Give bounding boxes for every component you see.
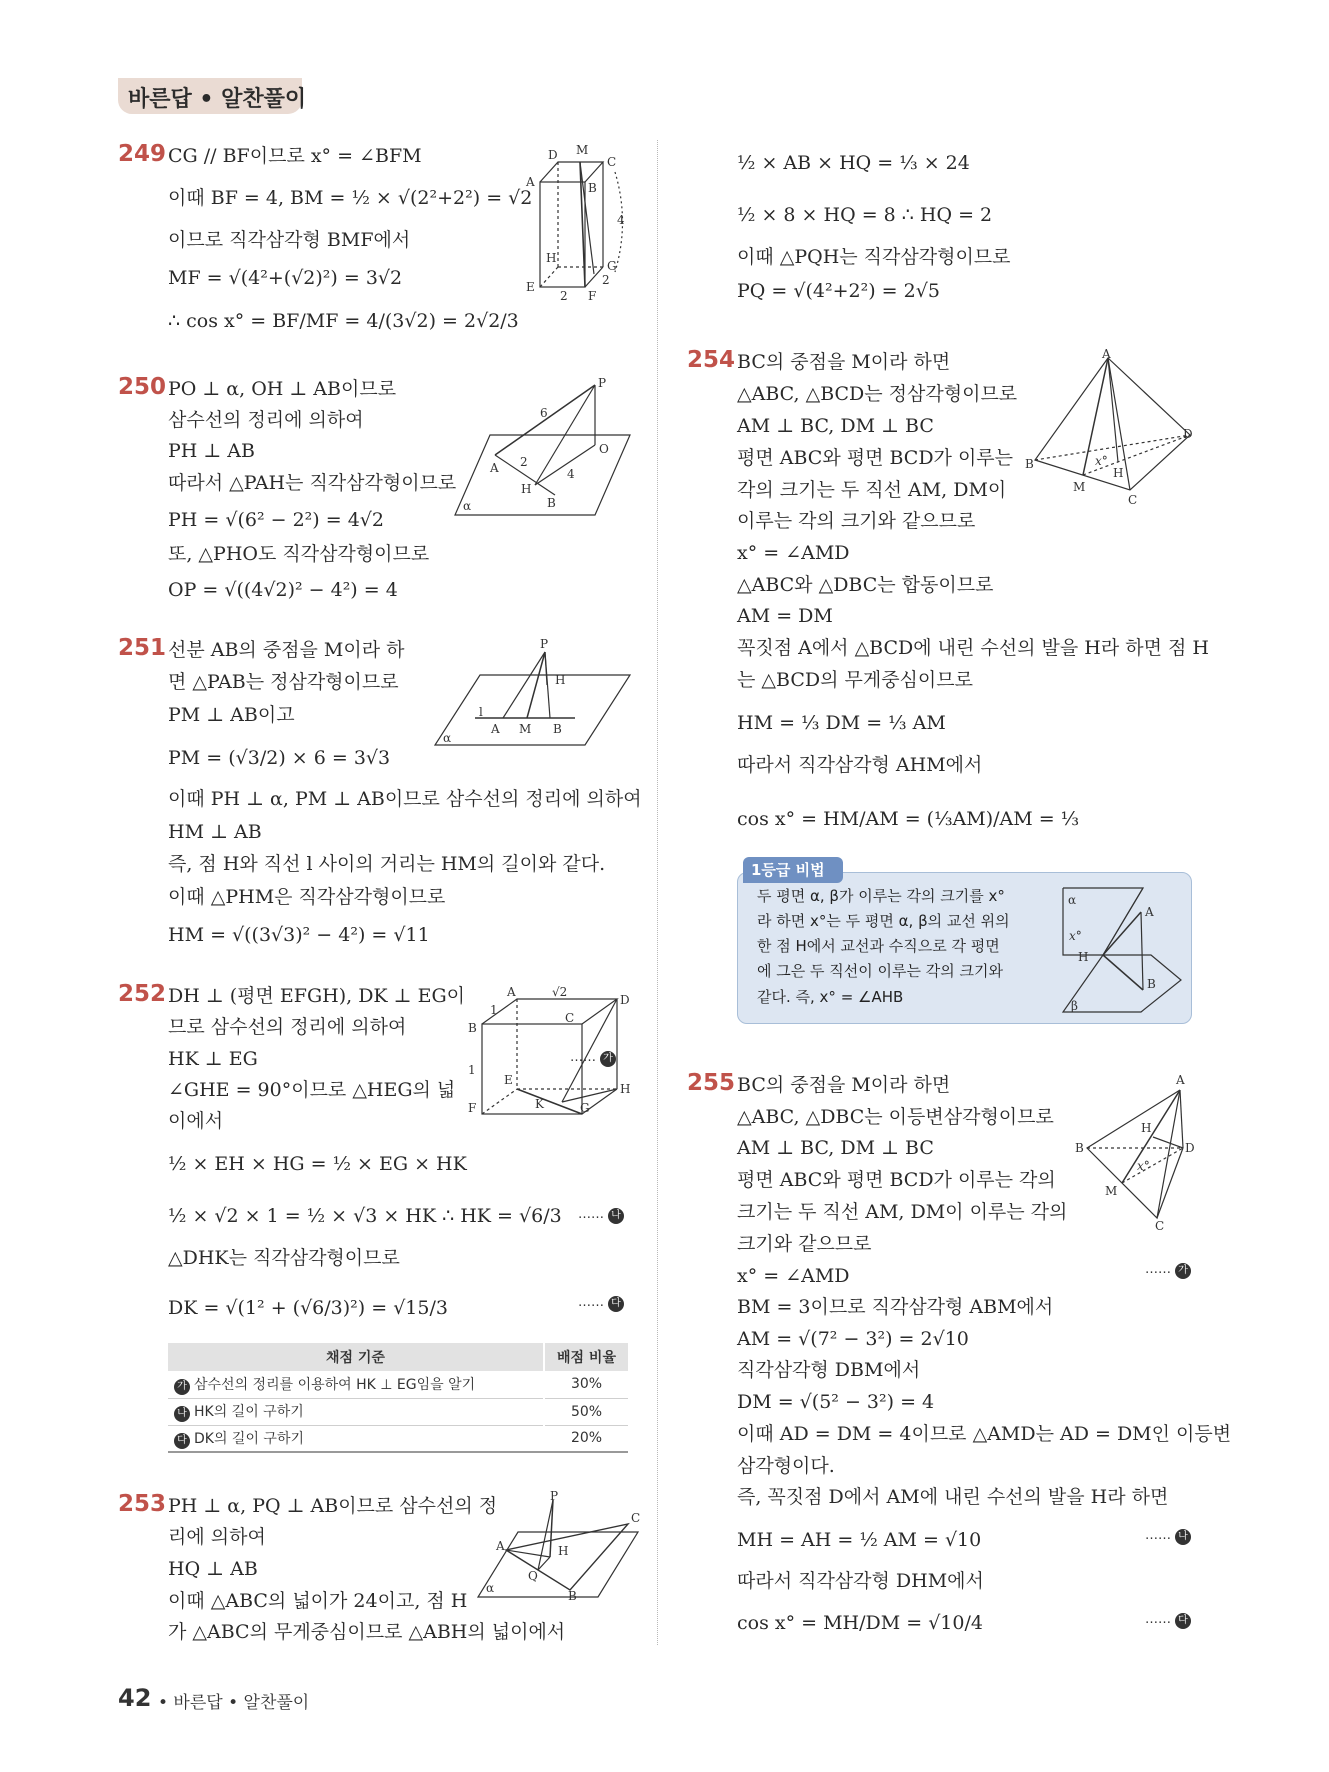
figure-label: 4	[617, 213, 625, 227]
step-marker-da: …… 다	[1145, 1612, 1191, 1629]
figure-label: x°	[1069, 929, 1082, 943]
figure-label: C	[565, 1011, 575, 1025]
solution-line: 이때 △PQH는 직각삼각형이므로	[737, 246, 1011, 268]
solution-line: 따라서 직각삼각형 AHM에서	[737, 754, 983, 776]
solution-line: 평면 ABC와 평면 BCD가 이루는	[737, 447, 1014, 469]
tip-line: 같다. 즉, x° = ∠AHB	[757, 988, 904, 1006]
figure-label: G	[580, 1101, 590, 1115]
figure-label: P	[540, 637, 549, 651]
solution-line: MF = √(4²+(√2)²) = 3√2	[168, 267, 403, 289]
figure-label: B	[547, 496, 556, 510]
solution-line: MH = AH = ½ AM = √10	[737, 1529, 982, 1551]
page-number: 42	[118, 1684, 152, 1712]
figure-label: A	[490, 461, 499, 475]
problem-number-255: 255	[687, 1070, 736, 1096]
figure-label: 2	[560, 289, 568, 303]
solution-line: 각의 크기는 두 직선 AM, DM이	[737, 479, 1007, 501]
figure-label: A	[1176, 1073, 1185, 1087]
step-marker-da: …… 다	[578, 1295, 624, 1312]
figure-label: 1	[490, 1003, 498, 1017]
figure-label: M	[1105, 1184, 1118, 1198]
figure-label: M	[576, 143, 589, 157]
solution-line: x° = ∠AMD	[737, 1265, 850, 1287]
solution-line: BC의 중점을 M이라 하면	[737, 351, 951, 373]
solution-line: △ABC, △DBC는 이등변삼각형이므로	[737, 1106, 1054, 1128]
figure-250-plane	[455, 375, 635, 520]
solution-line: 선분 AB의 중점을 M이라 하	[168, 639, 405, 661]
figure-label: √2	[552, 985, 568, 999]
figure-label: B	[553, 722, 562, 736]
problem-number-249: 249	[118, 141, 167, 167]
solution-line: ∠GHE = 90°이므로 △HEG의 넓	[168, 1079, 456, 1101]
criterion-text: 삼수선의 정리를 이용하여 HK ⊥ EG임을 알기	[194, 1376, 476, 1393]
table-row: 나 HK의 길이 구하기 50%	[168, 1398, 628, 1425]
solution-line: BM = 3이므로 직각삼각형 ABM에서	[737, 1296, 1054, 1318]
figure-251-plane	[435, 637, 630, 745]
figure-254-tetrahedron	[1025, 347, 1200, 510]
figure-label: B	[568, 1589, 577, 1603]
problem-number-250: 250	[118, 374, 167, 400]
figure-label: 6	[540, 406, 548, 420]
solution-line: HM = ⅓ DM = ⅓ AM	[737, 712, 946, 734]
ratio-cell: 50%	[544, 1398, 628, 1425]
solution-line: 이때 AD = DM = 4이므로 △AMD는 AD = DM인 이등변	[737, 1423, 1232, 1445]
figure-label: H	[1113, 466, 1124, 480]
solution-line: DK = √(1² + (√6/3)²) = √15/3	[168, 1297, 448, 1319]
figure-252-cuboid	[462, 984, 632, 1124]
solution-line: ½ × AB × HQ = ⅓ × 24	[737, 152, 970, 174]
figure-label: C	[631, 1511, 641, 1525]
criterion-text: HK의 길이 구하기	[194, 1404, 304, 1420]
figure-label: α	[486, 1581, 495, 1595]
solution-line: 이때 PH ⊥ α, PM ⊥ AB이므로 삼수선의 정리에 의하여	[168, 788, 642, 810]
figure-label: B	[588, 181, 597, 195]
figure-label: 2	[602, 273, 610, 287]
figure-253-plane	[478, 1489, 641, 1603]
figure-label: A	[491, 722, 500, 736]
figure-label: H	[620, 1082, 631, 1096]
figure-label: β	[1071, 999, 1078, 1013]
figure-label: H	[521, 482, 532, 496]
figure-label: A	[496, 1539, 505, 1553]
figure-label: 2	[520, 455, 528, 469]
solution-line: 꼭짓점 A에서 △BCD에 내린 수선의 발을 H라 하면 점 H	[737, 637, 1209, 659]
step-marker-ga: …… 가	[1145, 1262, 1191, 1279]
solution-line: DM = √(5² − 3²) = 4	[737, 1391, 935, 1413]
figure-label: 4	[567, 467, 575, 481]
ratio-cell: 30%	[544, 1371, 628, 1398]
figure-label: D	[1183, 427, 1193, 441]
solution-line: ∴ cos x° = BF/MF = 4/(3√2) = 2√2/3	[168, 310, 519, 332]
solution-line: △DHK는 직각삼각형이므로	[168, 1247, 400, 1269]
step-marker-na: …… 나	[1145, 1528, 1191, 1545]
figure-label: D	[1185, 1141, 1195, 1155]
figure-label: D	[620, 993, 630, 1007]
table-row: 가 삼수선의 정리를 이용하여 HK ⊥ EG임을 알기 30%	[168, 1371, 628, 1398]
figure-label: K	[535, 1097, 544, 1111]
figure-label: B	[468, 1021, 477, 1035]
solution-line: 가 △ABC의 무게중심이므로 △ABH의 넓이에서	[168, 1621, 566, 1643]
figure-label: O	[599, 442, 609, 456]
solution-line: 또, △PHO도 직각삼각형이므로	[168, 543, 430, 565]
figure-label: x°	[1137, 1159, 1150, 1173]
solution-line: PH ⊥ α, PQ ⊥ AB이므로 삼수선의 정	[168, 1495, 498, 1517]
solution-line: cos x° = MH/DM = √10/4	[737, 1612, 983, 1634]
tip-line: 라 하면 x°는 두 평면 α, β의 교선 위의	[757, 912, 1010, 930]
figure-label: P	[550, 1489, 559, 1503]
step-marker-na: …… 나	[578, 1207, 624, 1224]
figure-label: H	[558, 1544, 569, 1558]
figure-label: M	[519, 722, 532, 736]
figure-label: α	[1068, 893, 1077, 907]
solution-line: △ABC와 △DBC는 합동이므로	[737, 574, 994, 596]
solution-line: AM ⊥ BC, DM ⊥ BC	[737, 415, 934, 437]
solution-line: 크기는 두 직선 AM, DM이 이루는 각의	[737, 1201, 1068, 1223]
solution-line: AM = DM	[737, 605, 833, 627]
tip-line: 에 그은 두 직선이 이루는 각의 크기와	[757, 962, 1003, 980]
figure-label: P	[598, 376, 607, 390]
solution-line: 이므로 직각삼각형 BMF에서	[168, 229, 411, 251]
figure-label: A	[1102, 347, 1111, 361]
solution-line: BC의 중점을 M이라 하면	[737, 1074, 951, 1096]
solution-line: △ABC, △BCD는 정삼각형이므로	[737, 383, 1018, 405]
problem-number-254: 254	[687, 347, 736, 373]
figure-label: B	[1025, 457, 1034, 471]
figure-label: C	[1128, 493, 1138, 507]
solution-line: 는 △BCD의 무게중심이므로	[737, 669, 973, 691]
solution-line: HQ ⊥ AB	[168, 1558, 258, 1580]
figure-label: 1	[468, 1063, 476, 1077]
problem-number-251: 251	[118, 635, 167, 661]
solution-line: cos x° = HM/AM = (⅓AM)/AM = ⅓	[737, 808, 1080, 830]
solution-line: 크기와 같으므로	[737, 1233, 872, 1255]
table-header: 채점 기준	[168, 1343, 544, 1371]
figure-label: D	[548, 148, 558, 162]
problem-number-252: 252	[118, 981, 167, 1007]
figure-label: A	[507, 985, 516, 999]
solution-line: 즉, 점 H와 직선 l 사이의 거리는 HM의 길이와 같다.	[168, 853, 606, 875]
solution-line: ½ × EH × HG = ½ × EG × HK	[168, 1153, 467, 1175]
solution-line: 이에서	[168, 1110, 224, 1132]
figure-label: A	[526, 175, 535, 189]
solution-line: HM ⊥ AB	[168, 821, 262, 843]
column-divider	[657, 140, 658, 1645]
figure-label: l	[479, 705, 483, 719]
solution-line: PH = √(6² − 2²) = 4√2	[168, 509, 384, 531]
figure-label: C	[1155, 1219, 1165, 1233]
figure-255-tetrahedron	[1075, 1070, 1200, 1233]
figure-label: F	[468, 1101, 477, 1115]
figure-label: B	[1075, 1141, 1084, 1155]
solution-line: CG // BF이므로 x° = ∠BFM	[168, 145, 422, 167]
solution-line: 직각삼각형 DBM에서	[737, 1359, 921, 1381]
solution-line: 따라서 △PAH는 직각삼각형이므로	[168, 472, 457, 494]
solution-line: HK ⊥ EG	[168, 1048, 258, 1070]
ratio-cell: 20%	[544, 1425, 628, 1452]
figure-label: α	[463, 499, 472, 513]
figure-tip-planes	[1063, 880, 1181, 1020]
figure-label: A	[1145, 905, 1154, 919]
solution-line: 이루는 각의 크기와 같으므로	[737, 510, 976, 532]
tip-line: 두 평면 α, β가 이루는 각의 크기를 x°	[757, 887, 1005, 905]
solution-line: DH ⊥ (평면 EFGH), DK ⊥ EG이	[168, 985, 465, 1007]
solution-line: 이때 △ABC의 넓이가 24이고, 점 H	[168, 1590, 468, 1612]
figure-label: H	[1141, 1121, 1152, 1135]
solution-line: PM = (√3/2) × 6 = 3√3	[168, 747, 391, 769]
figure-label: E	[504, 1073, 513, 1087]
solution-line: ½ × 8 × HQ = 8 ∴ HQ = 2	[737, 204, 993, 226]
solution-line: 따라서 직각삼각형 DHM에서	[737, 1570, 984, 1592]
figure-label: G	[607, 259, 617, 273]
step-marker-ga: …… 가	[570, 1050, 616, 1067]
solution-line: PM ⊥ AB이고	[168, 704, 295, 726]
scoring-table	[168, 1343, 628, 1453]
footer-title: • 바른답 • 알찬풀이	[158, 1693, 310, 1713]
solution-line: 이때 BF = 4, BM = ½ × √(2²+2²) = √2	[168, 187, 533, 209]
solution-line: ½ × √2 × 1 = ½ × √3 × HK ∴ HK = √6/3	[168, 1205, 562, 1227]
figure-label: x°	[1095, 454, 1108, 468]
solution-line: 즉, 꼭짓점 D에서 AM에 내린 수선의 발을 H라 하면	[737, 1486, 1169, 1508]
solution-line: OP = √((4√2)² − 4²) = 4	[168, 579, 398, 601]
solution-line: PO ⊥ α, OH ⊥ AB이므로	[168, 378, 397, 400]
solution-line: AM = √(7² − 3²) = 2√10	[737, 1328, 969, 1350]
figure-label: Q	[528, 1569, 538, 1583]
figure-label: C	[607, 155, 617, 169]
solution-line: 삼수선의 정리에 의하여	[168, 409, 364, 431]
solution-line: 므로 삼수선의 정리에 의하여	[168, 1016, 407, 1038]
figure-label: B	[1147, 977, 1156, 991]
page-header-title: 바른답 • 알찬풀이	[128, 87, 307, 112]
tip-tag: 1등급 비법	[743, 857, 843, 883]
figure-label: E	[526, 280, 535, 294]
solution-line: PH ⊥ AB	[168, 440, 255, 462]
solution-line: x° = ∠AMD	[737, 542, 850, 564]
figure-label: F	[588, 289, 597, 303]
tip-line: 한 점 H에서 교선과 수직으로 각 평면	[757, 937, 1000, 955]
figure-label: H	[546, 251, 557, 265]
figure-label: α	[443, 731, 452, 745]
table-header: 배점 비율	[544, 1343, 628, 1371]
table-row: 다 DK의 길이 구하기 20%	[168, 1425, 628, 1452]
solution-line: PQ = √(4²+2²) = 2√5	[737, 280, 940, 302]
figure-249-prism	[520, 142, 630, 304]
figure-label: H	[1078, 950, 1089, 964]
solution-line: 리에 의하여	[168, 1526, 266, 1548]
criterion-text: DK의 길이 구하기	[194, 1430, 305, 1447]
solution-line: 면 △PAB는 정삼각형이므로	[168, 671, 399, 693]
figure-label: M	[1073, 480, 1086, 494]
solution-line: 이때 △PHM은 직각삼각형이므로	[168, 886, 446, 908]
figure-label: H	[555, 673, 566, 687]
solution-line: AM ⊥ BC, DM ⊥ BC	[737, 1137, 934, 1159]
solution-line: 평면 ABC와 평면 BCD가 이루는 각의	[737, 1169, 1056, 1191]
solution-line: HM = √((3√3)² − 4²) = √11	[168, 924, 430, 946]
problem-number-253: 253	[118, 1491, 167, 1517]
solution-line: 삼각형이다.	[737, 1455, 835, 1477]
